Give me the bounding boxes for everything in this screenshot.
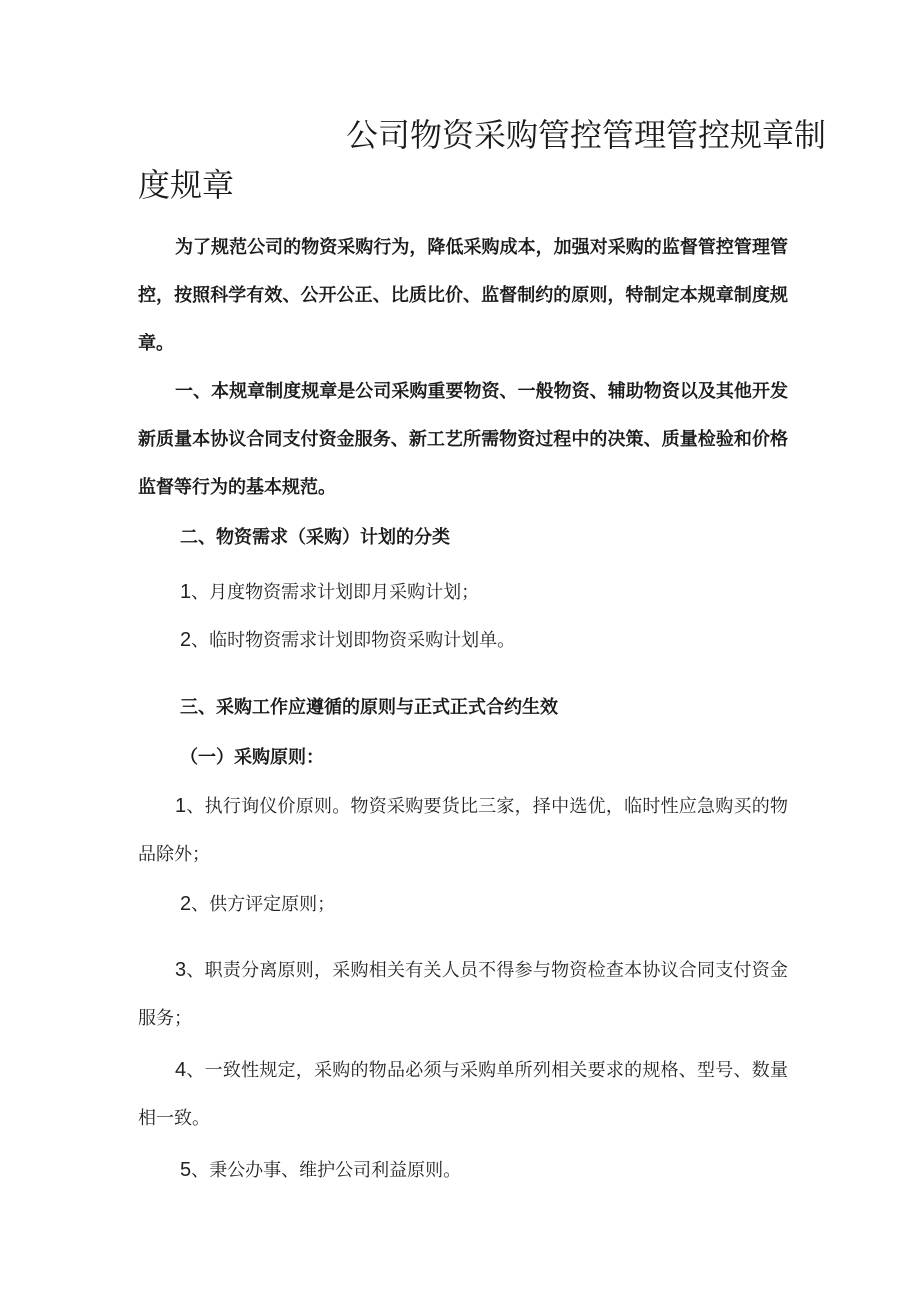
item-text: 、临时物资需求计划即物资采购计划单。 (191, 630, 516, 651)
item-text: 、职责分离原则，采购相关有关人员不得参与物资检查本协议合同支付资金服务； (138, 960, 788, 1029)
item-number: 1 (175, 795, 187, 817)
item-number: 3 (175, 959, 187, 981)
item-number: 2 (180, 893, 192, 915)
principle-5 (180, 1146, 461, 1195)
item-number: 1 (180, 581, 192, 603)
item-number: 2 (180, 629, 192, 651)
section-2-item-1 (180, 568, 479, 617)
item-text: 、月度物资需求计划即月采购计划； (191, 582, 480, 603)
principle-3 (138, 946, 788, 1043)
subsection-1-heading: （一）采购原则： (180, 747, 324, 768)
principle-4 (138, 1046, 788, 1143)
section-2-heading: 二、物资需求（采购）计划的分类 (180, 527, 450, 548)
section-3-heading: 三、采购工作应遵循的原则与正式正式合约生效 (180, 697, 558, 718)
item-text: 、一致性规定，采购的物品必须与采购单所列相关要求的规格、型号、数量相一致。 (138, 1060, 788, 1129)
item-text: 、秉公办事、维护公司利益原则。 (191, 1160, 462, 1181)
principle-1 (138, 782, 788, 879)
item-number: 4 (175, 1059, 187, 1081)
principle-2 (180, 880, 335, 929)
section-1-paragraph: 一、本规章制度规章是公司采购重要物资、一般物资、辅助物资以及其他开发新质量本协议合同支付资金服务、新工艺所需物资过程中的决策、质量检验和价格监督等行为的基本规范。 (138, 381, 788, 498)
section-2-item-2 (180, 616, 515, 665)
document-title-continuation: 度规章 (138, 166, 235, 204)
item-text: 、供方评定原则； (191, 894, 336, 915)
intro-paragraph: 为了规范公司的物资采购行为，降低采购成本，加强对采购的监督管控管理管控，按照科学有效、公开公正、比质比价、监督制约的原则，特制定本规章制度规章。 (138, 237, 788, 354)
item-text: 、执行询仪价原则。物资采购要货比三家，择中选优，临时性应急购买的物品除外； (138, 796, 788, 865)
item-number: 5 (180, 1159, 192, 1181)
document-title: 公司物资采购管控管理管控规章制 (346, 116, 827, 154)
